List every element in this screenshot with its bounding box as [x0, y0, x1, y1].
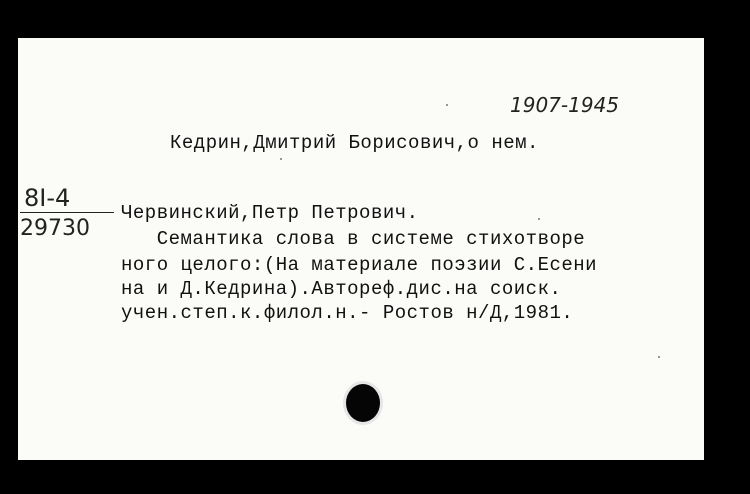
shelfmark-divider	[20, 212, 114, 213]
body-line-1: Семантика слова в системе стихотворе	[121, 228, 586, 250]
shelfmark-bottom: 29730	[20, 216, 90, 241]
catalog-card	[18, 38, 704, 460]
body-line-4: учен.степ.к.филол.н.- Ростов н/Д,1981.	[121, 302, 574, 324]
dates-annotation: 1907-1945	[510, 93, 620, 117]
body-line-2: ного целого:(На материале поэзии С.Есени	[121, 254, 598, 276]
speck	[446, 104, 448, 106]
body-line-3: на и Д.Кедрина).Автореф.дис.на соиск.	[121, 278, 562, 300]
catalog-card-hole	[346, 384, 380, 422]
shelfmark-top: 8I-4	[24, 184, 71, 212]
speck	[280, 158, 282, 160]
author-line: Червинский,Петр Петрович.	[121, 202, 419, 224]
speck	[538, 218, 540, 220]
subject-heading: Кедрин,Дмитрий Борисович,о нем.	[170, 132, 539, 154]
speck	[658, 356, 660, 358]
